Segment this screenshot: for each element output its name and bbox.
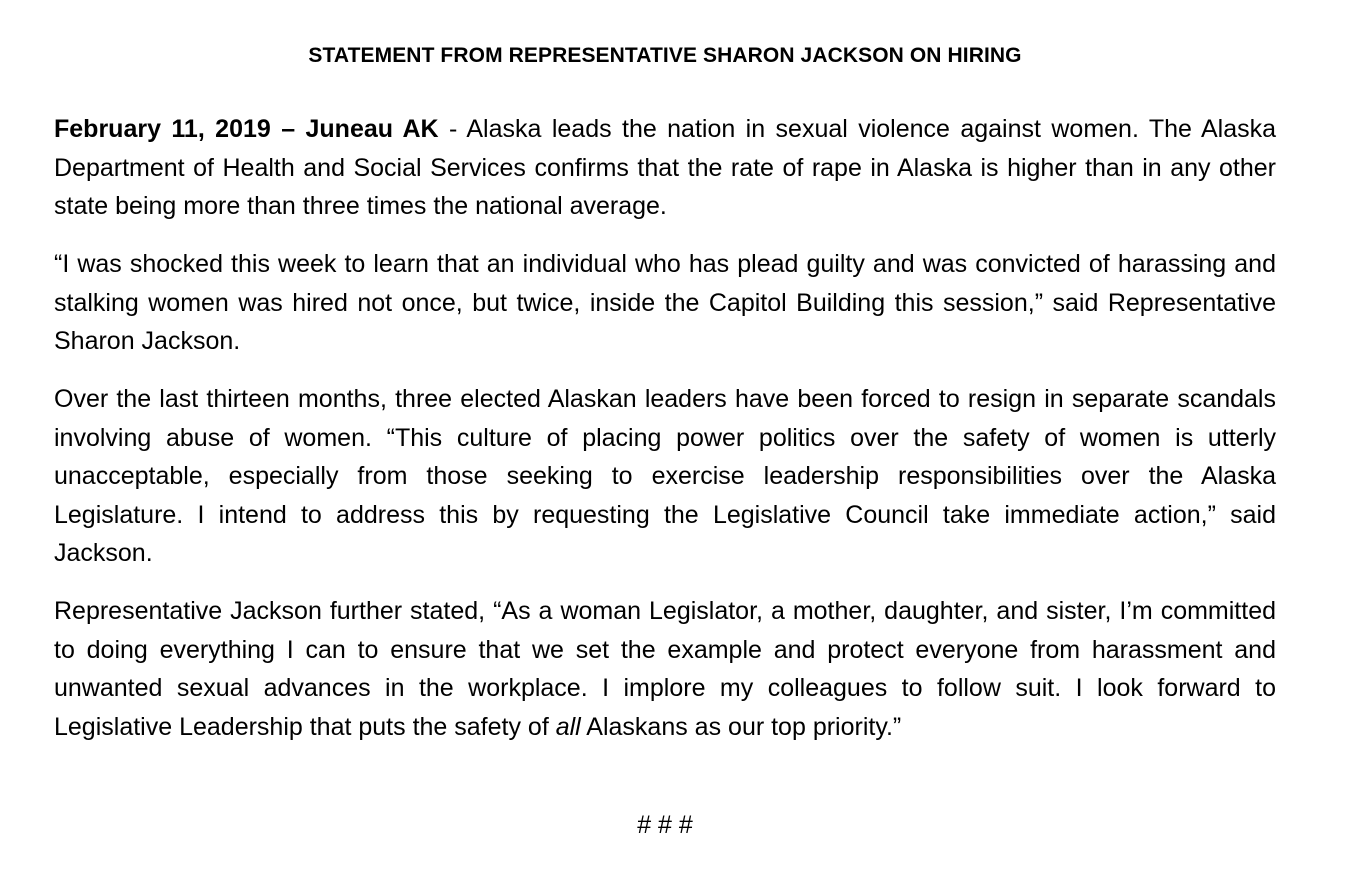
document-title: STATEMENT FROM REPRESENTATIVE SHARON JACKSON ON HIRING <box>308 44 1022 67</box>
paragraph-3-text: Over the last thirteen months, three elected Alaskan leaders have been forced to resign in separate scandals involving abuse of women. “This culture of placing power politics over the safety of women is utterly unacceptable, especially from those seeking to exercise leadership responsibilities over the Alaska Legislature. I intend to address this by requesting the Legislative Council take immediate action,” said Jackson. <box>54 385 1276 567</box>
paragraph-dateline-intro <box>54 110 1276 226</box>
paragraph-quote-jackson <box>54 245 1276 361</box>
end-mark: # # # <box>637 811 693 839</box>
paragraph-2-text: “I was shocked this week to learn that an individual who has plead guilty and was convicted of harassing and stalking women was hired not once, but twice, inside the Capitol Building this session,” said Representative Sharon Jackson. <box>54 250 1276 355</box>
paragraph-1-text: - Alaska leads the nation in sexual violence against women. The Alaska Department of Health and Social Services confirms that the rate of rape in Alaska is higher than in any other state being more than three times the national average. <box>54 115 1277 220</box>
paragraph-resignations <box>54 380 1276 573</box>
paragraph-4-text-before: Representative Jackson further stated, “As a woman Legislator, a mother, daughter, and sister, I’m committed to doing everything I can to ensure that we set the example and protect everyone from harassment and unwanted sexual advances in the workplace. I implore my colleagues to follow suit. I look forward to Legislative Leadership that puts the safety of <box>54 597 1276 741</box>
paragraph-further-statement <box>54 592 1276 746</box>
paragraph-4-text-after: Alaskans as our top priority.” <box>580 712 902 741</box>
paragraph-4-emphasis: all <box>555 712 581 741</box>
document-page <box>54 0 1276 873</box>
dateline: February 11, 2019 – Juneau AK <box>54 115 439 143</box>
